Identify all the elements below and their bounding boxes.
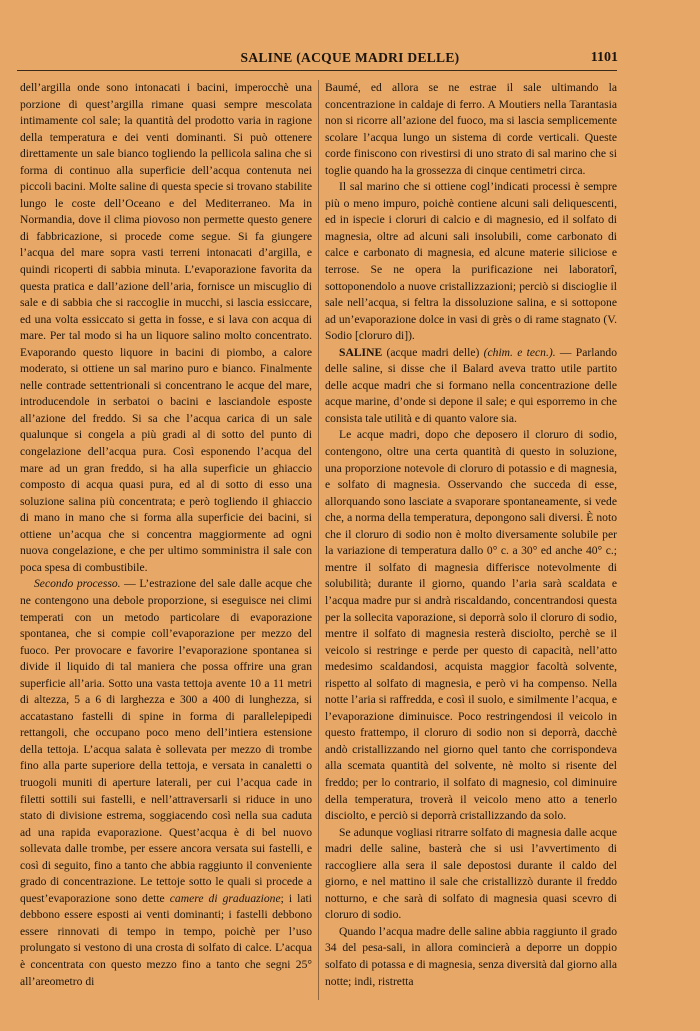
paragraph: Baumé, ed allora se ne estrae il sale ultimando la concentrazione in caldaje di ferro. A Moutiers nella Tarantasia non si ricorre all’azione del fuoco, ma si lascia semplicemente scolare l’acqua lungo un sistema di corde verticali. Queste corde finiscono con rivestirsi di uno strato di sal marino che si toglie quando ha la grossezza di cinque centimetri circa.: [325, 81, 617, 177]
paragraph: Il sal marino che si ottiene cogl’indicati processi è sempre più o meno impuro, poichè contiene alcuni sali deliquescenti, ed in ispecie i cloruri di calcio e di magnesio, ed il solfato di magnesia, oltre ad alcuni sali insolubili, come carbonato di calce e carbonato di magnesia, ed alcune materie siliciose e terrose. Se ne opera la purificazione nei laboratorî, sottoponendolo a nuove cristallizzazioni; perciò si discioglie il sale nell’acqua, si feltra la dissoluzione salina, e si sottopone ad un’evaporazione dolce in vasi di grès o di rame stagnato (V. Sodio [cloruro di]).: [325, 180, 617, 343]
paragraph: Le acque madri, dopo che deposero il cloruro di sodio, contengono, oltre una certa quantità di questo in soluzione, una proporzione notevole di cloruro di potassio e di magnesia, e solfato di magnesia. Osservando che succeda di esse, allorquando sono lasciate a svaporare spontaneamente, si vede che, a norma della temperatura, depongono sali diversi. È noto che il cloruro di sodio non è molto diversamente solubile per la variazione di temperatura dallo 0° c. a 30° ed anche 40° c.; mentre il solfato di magnesia differisce notevolmente di solubilità; durante il giorno, quando l’aria sarà scaldata e l’acqua madre pur si andrà riscaldando, concentrandosi questa per la sollecita vaporazione, si deporrà solo il cloruro di sodio, mentre il solfato di magnesia resterà disciolto, perchè se il veicolo si restringe e perde per questo di capacità, nell’atto medesimo scaldandosi, acquista maggior facoltà solvente, rispetto al solfato di magnesia, e però vi ha compenso. Nella notte l’aria si raffredda, e così il suolo, e similmente l’acqua, e l’evaporazione diminuisce. Poco restringendosi il veicolo in questo frattempo, il cloruro di sodio non si deporrà, dacchè andò cristallizzando nel giorno quel tanto che corrispondeva alla scemata quantità del solvente, nè molto si risente del freddo; per lo contrario, il solfato di magnesio, col diminuire della temperatura, troverà il veicolo meno atto a tenerlo disciolto, e perciò si deporrà cristallizzando da solo.: [325, 428, 617, 823]
left-column: [20, 80, 312, 1010]
column-divider: [318, 80, 319, 1000]
paragraph: Quando l’acqua madre delle saline abbia raggiunto il grado 34 del pesa-sali, in allora comincierà a deporre un doppio solfato di potassa e di magnesia, senza diversità dal giorno alla notte; indi, ristretta: [325, 924, 617, 988]
paragraph-text: ; i lati debbono essere esposti ai venti dominanti; i fastelli debbono essere rinnovati di tempo in tempo, poichè per l’uso prolungato si vestono di una crosta di solfato di calce. L’acqua è concentrata con questo mezzo fino a tanto che segni 25° all’areometro di: [20, 891, 312, 988]
paragraph-text: — L’estrazione del sale dalle acque che ne contengono una debole proporzione, si eseguisce nei climi temperati con un metodo particolare di evaporazione spontanea, che si compie coll’evaporazione per mezzo del fuoco. Per provocare e favorire l’evaporazione spontanea si divide il liquido di tal maniera che possa offrire una gran superficie all’aria. Sotto una vasta tettoja avente 10 a 11 metri di altezza, 5 a 6 di larghezza e 300 a 400 di lunghezza, si accatastano fastelli di spine in forma di parallelepipedi rettangoli, che occupano poco meno dell’intiera estensione della tettoja. L’acqua salata è sollevata per mezzo di trombe fino alla parte superiore della tettoja, e versata in canaletti o truogoli muniti di aperture laterali, per cui l’acqua cade in filetti sottili sui fastelli, e nell’attraversarli si riduce in uno stato di divisione estrema, soggiacendo così nella sua caduta ad una rapida evaporazione. Quest’acqua è di bel nuovo sollevata dalle trombe, per essere ancora versata sui fastelli, e così di seguito, fino a tanto che abbia raggiunto il conveniente grado di concentrazione. Le tettoje sotto le quali si procede a quest’evaporazione sono dette: [20, 577, 312, 905]
entry-heading-rest: (acque madri delle): [382, 345, 484, 359]
paragraph-text: — Parlando delle saline, si disse che il Balard aveva tratto utile partito delle acque madri che si formano nella concentrazione delle acque marine, d’onde si depone il sale; e qui esporremo in che consista tale utilità e di quanto valore sia.: [325, 345, 617, 425]
right-column: [325, 80, 617, 1010]
paragraph: dell’argilla onde sono intonacati i bacini, imperocchè una porzione di quest’argilla rimane quasi sempre mescolata intimamente col sale; la quantità del prodotto varia in ragione della temperatura e dei venti dominanti. Si può ottenere direttamente un sale bianco togliendo la pellicola salina che si forma di continuo alla superficie dell’acqua contenuta nei piccoli bacini. Molte saline di questa specie si trovano stabilite lungo le coste dell’Oceano e del Mediterraneo. Ma in Normandia, dove il clima piovoso non permette questo genere di fabbricazione, si procede come segue. Si fa giungere l’acqua del mare sopra vasti terreni intonacati d’argilla, e quindi ricoperti di sabbia minuta. L’evaporazione favorita da questa pratica e dall’azione dell’aria, fornisce un miscuglio di sale e di sabbia che si raccoglie in mucchi, si lascia essiccare, ed una volta essiccato si getta in fosse, e si lava con acqua di mare. Per tal modo si ha un liquore salino molto concentrato. Evaporando questo liquore in bacini di piombo, a calore moderato, si ottiene un sal marino puro e bianco. Finalmente nelle contrade settentrionali si concentrano le acque del mare, introducendole in serbatoi o bacini e lasciandole esposte all’azione del freddo. Si sa che l’acqua carica di un sale qualunque si congela a più gradi al di sotto del punto di congelazione dell’acqua pura. Così esponendo l’acqua del mare ad un gran freddo, si ha alla superficie un ghiaccio composto di acqua quasi pura, ed al di sotto di esso una soluzione salina più concentrata; e però togliendo il ghiaccio di mano in mano che si forma alla superficie dei bacini, si ottiene un’acqua che si concentra maggiormente ad ogni nuova congelazione, e che per ultimo somministra il sale con poca spesa di combustibile.: [20, 81, 312, 574]
header-rule: [17, 70, 617, 71]
entry-heading: SALINE: [339, 345, 383, 359]
page-number: 1101: [590, 50, 618, 65]
page-header: [0, 50, 700, 72]
section-heading: Secondo processo.: [34, 577, 121, 591]
paragraph: [20, 576, 312, 990]
italic-term: camere di graduazione: [169, 891, 281, 905]
entry-paragraph: [325, 345, 617, 428]
entry-category: (chim. e tecn.).: [483, 345, 556, 359]
running-title: SALINE (ACQUE MADRI DELLE): [240, 50, 460, 65]
paragraph: Se adunque vogliasi ritrarre solfato di magnesia dalle acque madri delle saline, basterà che si usi l’avvertimento di raccogliere alla sera il sale depostosi durante il caldo del giorno, e nel mattino il sale che cristallizzò durante il freddo notturno, e che sarà di solfato di magnesia quasi scevro di cloruro di sodio.: [325, 825, 617, 922]
